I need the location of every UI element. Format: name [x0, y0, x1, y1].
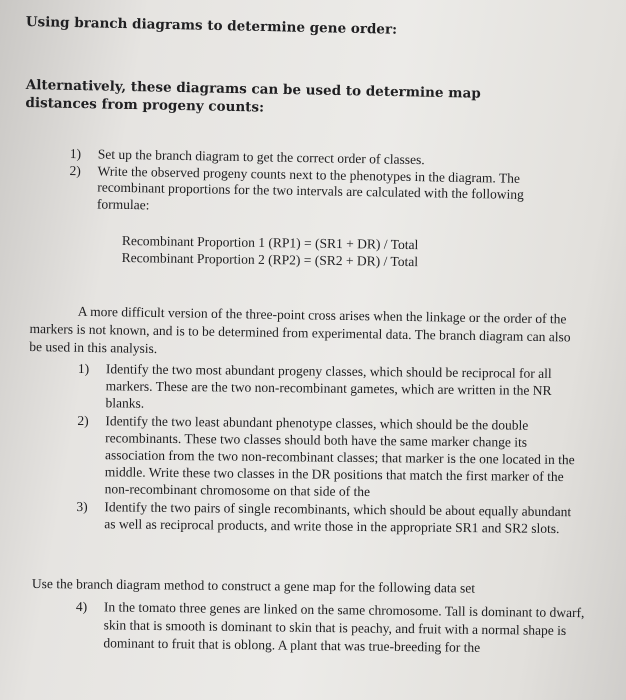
item-number: 2): [77, 412, 89, 429]
instruction-line: Use the branch diagram method to construct a gene map for the following data set: [31, 576, 476, 596]
body-paragraph: [29, 302, 578, 365]
item-text: Identify the two pairs of single recombinants, which should be about equally abundant as well as reciprocal products, and write those in the appropriate SR1 and SR2 slots.: [104, 499, 572, 537]
list-item: [76, 498, 582, 537]
item-number: 2): [69, 162, 81, 178]
formula-rp2: Recombinant Proportion 2 (RP2) = (SR2 + DR) / Total: [121, 249, 419, 270]
item-number: 3): [76, 498, 88, 515]
item-number: 4): [75, 598, 88, 615]
item-text: In the tomato three genes are linked on the same chromosome. Tall is dominant to dwarf, skin that is smooth is dominant to skin that is peachy, and fruit with a normal shape is dominant to fruit that is oblong. A plant that was true-breeding for the: [103, 599, 585, 655]
section-heading: Using branch diagrams to determine gene order:: [25, 14, 398, 38]
list-item: [75, 598, 604, 658]
problem-list: [75, 598, 604, 658]
list-item: [77, 412, 584, 502]
formula-rp1: Recombinant Proportion 1 (RP1) = (SR1 + DR) / Total: [121, 232, 419, 253]
item-number: 1): [69, 146, 82, 162]
analysis-steps-list: [76, 360, 584, 538]
item-text: Set up the branch diagram to get the correct order of classes.: [97, 146, 425, 168]
item-text: Identify the two least abundant phenotype classes, which should be the double recombinants. These two classes should both have the same marker change its association from the two non-recombinant classes; that marker is the one located in the middle. Write these two classes in the DR positions that match the first marker of the non-recombinant chromosome on that side of the: [104, 413, 575, 500]
item-text: Identify the two most abundant progeny classes, which should be reciprocal for all markers. These are the two non-recombinant gametes, which are written in the NR blanks.: [105, 361, 552, 411]
item-text: Write the observed progeny counts next to the phenotypes in the diagram. The recombinant proportions for the two intervals are calculated with the following formulae:: [96, 162, 524, 212]
paragraph-text: A more difficult version of the three-point cross arises when the linkage or the order of the markers is not known, and is to be determined from experimental data. The branch diagram can also be used in this analysis.: [29, 303, 571, 357]
list-item: [77, 360, 584, 416]
list-item: [69, 162, 550, 220]
formula-block: [122, 232, 419, 270]
setup-steps-list: [69, 146, 550, 220]
item-number: 1): [77, 360, 90, 377]
subsection-heading: Alternatively, these diagrams can be used to determine map distances from progeny counts:: [25, 76, 481, 116]
